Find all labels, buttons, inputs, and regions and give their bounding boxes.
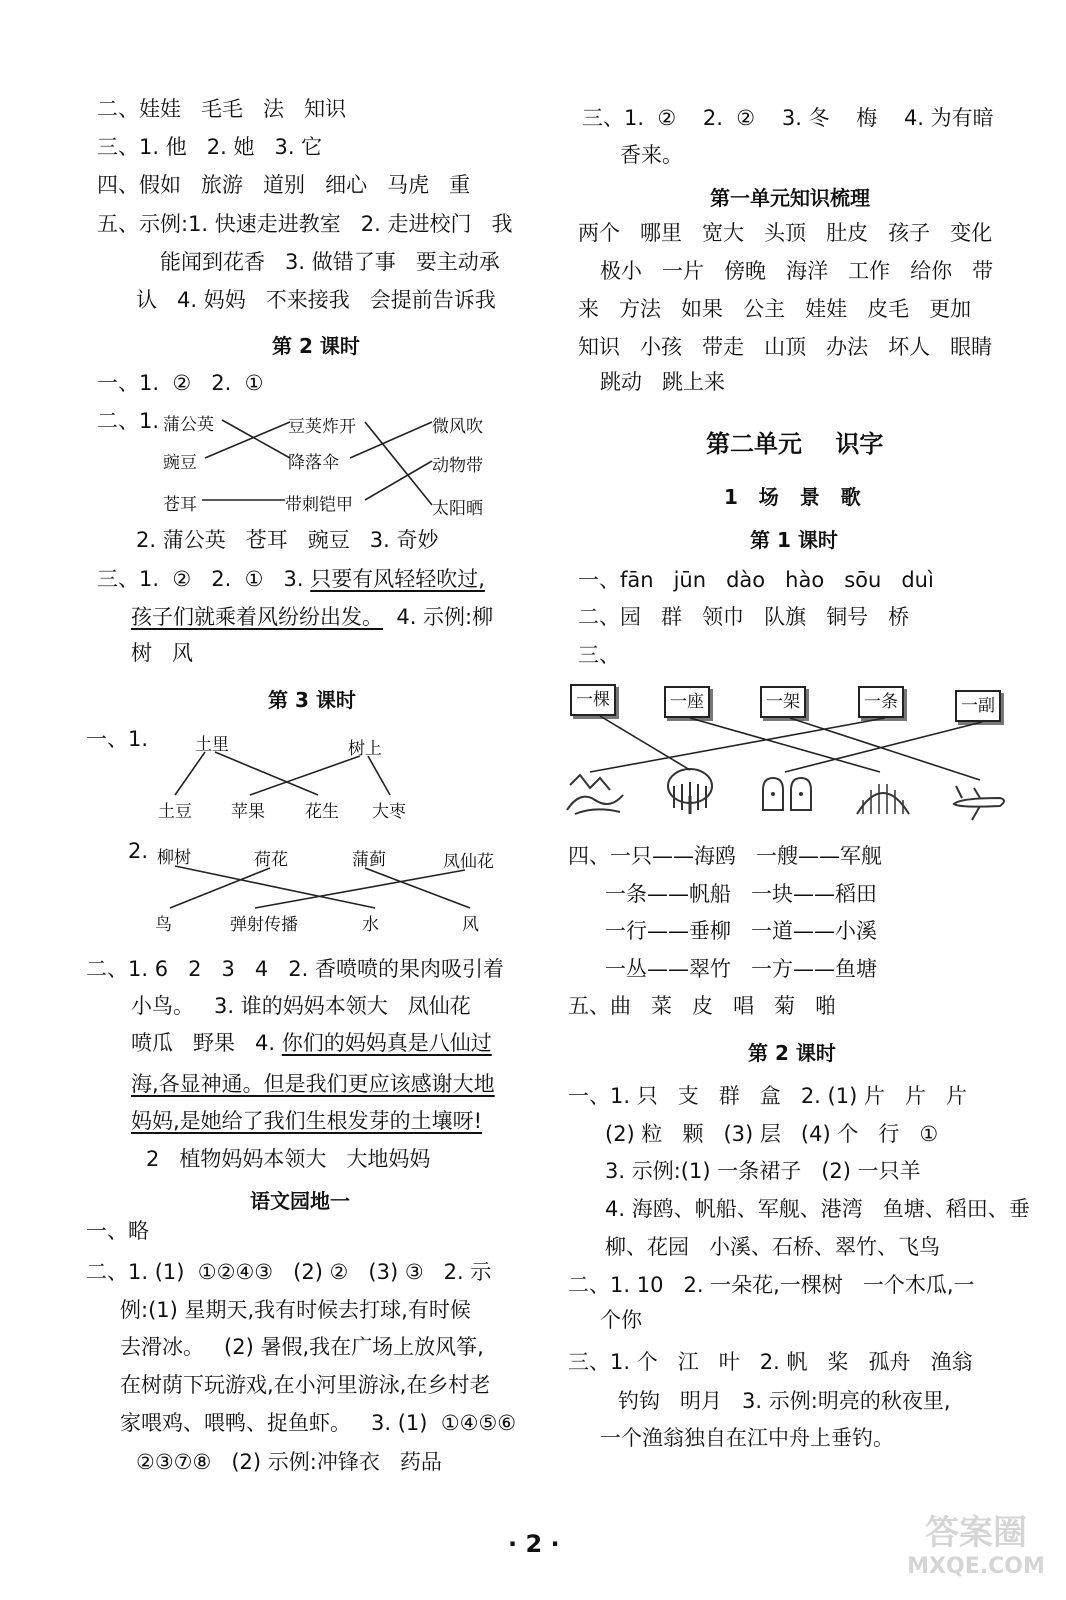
connector-line [365,461,432,500]
connector-line [170,868,270,908]
section-heading: 语文园地一 [250,1189,350,1213]
gloves-icon [757,770,817,820]
text-line: 一、1. [86,727,149,751]
connector-line [205,422,290,458]
underlined-answer: 海,各显神通。但是我们更应该感谢大地 [131,1072,495,1096]
text-line: 一个渔翁独自在江中舟上垂钓。 [600,1426,894,1450]
unit-title: 第二单元 识字 [706,430,884,458]
text-line: 二、1. [97,409,160,433]
text-line: 跳动 跳上来 [600,370,726,394]
text-line: 例:(1) 星期天,我有时候去打球,有时候 [120,1298,471,1322]
text-line: 二、1. 10 2. 一朵花,一棵树 一个木瓜,一 [568,1273,975,1297]
underlined-answer: 孩子们就乘着风纷纷出发。 [131,605,383,629]
connector-line [365,868,470,908]
text-line: 四、假如 旅游 道别 细心 马虎 重 [97,173,471,197]
text-line: (2) 粒 颗 (3) 层 (4) 个 行 ① [605,1122,939,1146]
section-heading: 第一单元知识梳理 [710,186,870,210]
section-heading: 第 3 课时 [268,688,356,712]
connector-line [222,420,290,458]
watermark-logo [906,1505,1046,1590]
text-line: 三、 [578,643,620,667]
willow-tree-icon [660,766,720,816]
connector-line [175,866,375,908]
underlined-answer: 只要有风轻轻吹过, [310,567,485,591]
text-line: 一条——帆船 一块——稻田 [605,882,878,906]
tree-node: 苹果 [231,802,265,822]
text-line: 极小 一片 傍晚 海洋 工作 给你 带 [600,259,994,283]
text-line: 一、1. 只 支 群 盒 2. (1) 片 片 片 [568,1084,967,1108]
airplane-icon [950,776,1010,826]
match-item: 凤仙花 [443,852,494,872]
text-line: 家喂鸡、喂鸭、捉鱼虾。 3. (1) ①④⑤⑥ [120,1411,517,1435]
text-line: 个你 [600,1308,642,1332]
tree-node: 树上 [348,739,382,759]
match-item: 太阳晒 [432,499,483,519]
match-item: 带刺铠甲 [285,495,353,515]
match-item: 柳树 [157,848,191,868]
text-span: 4. 示例:柳 [383,605,494,629]
section-heading: 第 1 课时 [750,528,838,552]
watermark-top: 答案圈 [925,1513,1027,1553]
measure-word-box: 一棵 [570,684,616,716]
text-line: 五、示例:1. 快速走进教室 2. 走进校门 我 [97,212,513,236]
text-line: 一丛——翠竹 一方——鱼塘 [605,957,878,981]
tree-node: 土里 [195,735,229,755]
text-line: ②③⑦⑧ (2) 示例:冲锋衣 药品 [136,1450,442,1474]
text-line: 2. [128,839,149,863]
text-line: 二、娃娃 毛毛 法 知识 [97,97,347,121]
lesson-title: 1 场 景 歌 [724,485,861,509]
text-line: 2 植物妈妈本领大 大地妈妈 [146,1147,431,1171]
text-line: 柳、花园 小溪、石桥、翠竹、飞鸟 [605,1235,941,1259]
text-line: 4. 海鸥、帆船、军舰、港湾 鱼塘、稻田、垂 [605,1197,1030,1221]
text-line: 2. 蒲公英 苍耳 豌豆 3. 奇妙 [136,528,439,552]
text-line: 钓钩 明月 3. 示例:明亮的秋夜里, [618,1389,951,1413]
text-line: 二、1. 6 2 3 4 2. 香喷喷的果肉吸引着 [86,957,504,981]
tree-node: 花生 [305,802,339,822]
connector-line [785,722,982,772]
match-item: 降落伞 [288,453,339,473]
connector-line [215,752,318,795]
match-item: 风 [462,915,479,935]
text-span: 喷瓜 野果 4. [131,1031,282,1055]
text-line: 小鸟。 3. 谁的妈妈本领大 凤仙花 [131,994,471,1018]
watermark-bottom: MXQE.COM [907,1554,1045,1579]
match-item: 动物带 [432,456,483,476]
underlined-answer: 妈妈,是她给了我们生根发芽的土壤呀! [131,1109,483,1133]
text-line [131,604,493,630]
match-item: 蒲蓟 [352,850,386,870]
text-line: 四、一只——海鸥 一艘——军舰 [568,844,883,868]
underlined-answer: 你们的妈妈真是八仙过 [281,1031,492,1055]
measure-word-box: 一架 [760,686,806,718]
text-line: 去滑冰。 (2) 暑假,我在广场上放风筝, [120,1335,484,1359]
match-item: 蒲公英 [163,415,214,435]
text-line [131,1030,492,1056]
connector-line [600,716,690,770]
text-line: 三、1. ② 2. ② 3. 冬 梅 4. 为有暗 [582,106,994,130]
bridge-icon [853,770,913,820]
connector-line [255,870,465,908]
connector-line [175,752,205,795]
text-line [97,566,485,592]
text-line: 两个 哪里 宽大 头顶 肚皮 孩子 变化 [578,221,993,245]
text-line: 在树荫下玩游戏,在小河里游泳,在乡村老 [120,1373,491,1397]
tree-node: 土豆 [158,802,192,822]
connector-line [590,718,885,772]
text-line: 香来。 [620,143,683,167]
text-line: 知识 小孩 带走 山顶 办法 坏人 眼睛 [578,335,993,359]
text-line: 树 风 [131,641,194,665]
text-line: 二、园 群 领巾 队旗 铜号 桥 [578,605,910,629]
text-line: 二、1. (1) ①②④③ (2) ② (3) ③ 2. 示 [86,1260,492,1284]
text-line: 一行——垂柳 一道——小溪 [605,919,878,943]
connector-line [690,718,880,772]
match-item: 豌豆 [163,453,197,473]
match-item: 苍耳 [163,495,197,515]
text-line: 五、曲 菜 皮 唱 菊 啪 [568,994,837,1018]
text-line: 三、1. 他 2. 她 3. 它 [97,135,323,159]
match-item: 微风吹 [432,417,483,437]
match-item: 豆荚炸开 [288,417,356,437]
measure-word-box: 一条 [858,686,904,718]
river-icon [565,770,625,820]
text-line: 能闻到花香 3. 做错了事 要主动承 [160,250,500,274]
measure-word-box: 一副 [955,690,1001,722]
text-line: 认 4. 妈妈 不来接我 会提前告诉我 [136,288,496,312]
connector-line [250,756,360,795]
match-item: 弹射传播 [230,915,298,935]
measure-word-box: 一座 [664,686,710,718]
text-line: 一、fān jūn dào hào sōu duì [578,568,934,592]
text-line: 三、1. 个 江 叶 2. 帆 桨 孤舟 渔翁 [568,1350,973,1374]
connector-line [368,756,390,795]
connector-line [350,422,432,458]
page-number: · 2 · [508,1530,560,1558]
text-span: 三、1. ② 2. ① 3. [97,567,311,591]
text-line: 一、略 [86,1219,149,1243]
text-line: 3. 示例:(1) 一条裙子 (2) 一只羊 [605,1159,921,1183]
text-line: 来 方法 如果 公主 娃娃 皮毛 更加 [578,297,972,321]
tree-node: 大枣 [372,802,406,822]
match-item: 荷花 [254,850,288,870]
section-heading: 第 2 课时 [272,334,360,358]
text-line: 一、1. ② 2. ① [97,371,264,395]
section-heading: 第 2 课时 [748,1041,836,1065]
match-item: 水 [362,915,379,935]
match-item: 鸟 [155,915,172,935]
connector-line [365,422,432,505]
